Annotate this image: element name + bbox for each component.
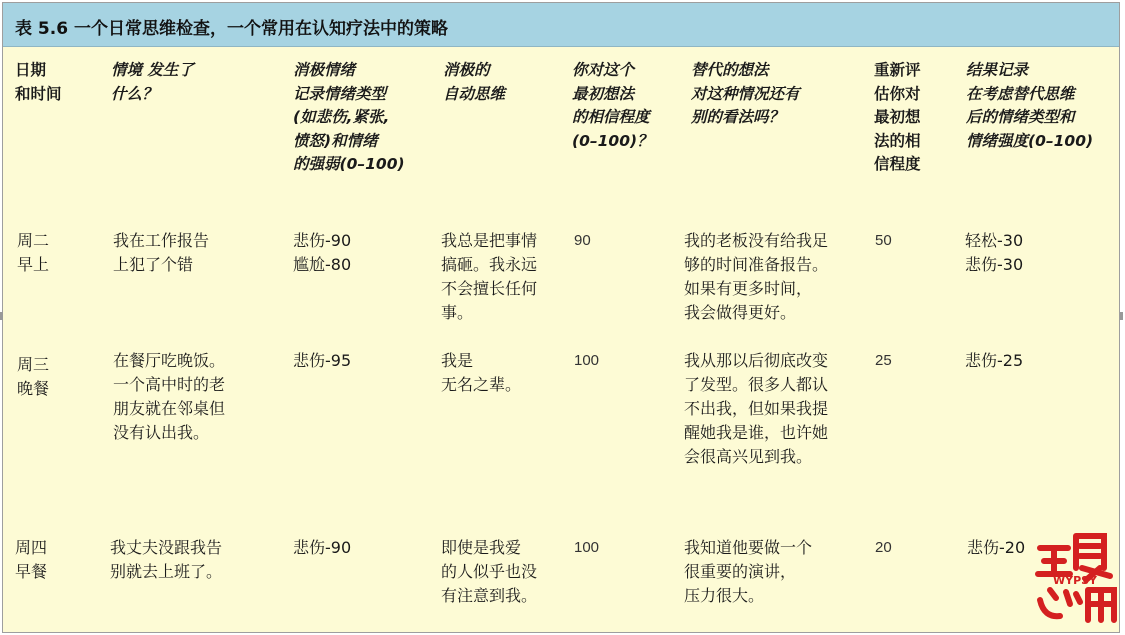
header-alternative-thought: 替代的想法 对这种情况还有 别的看法吗？ bbox=[691, 61, 800, 126]
watermark-text: WYPSY bbox=[1052, 574, 1098, 587]
row3-rebelief: 20 bbox=[875, 539, 892, 556]
row2-emotion: 悲伤-95 bbox=[293, 351, 352, 370]
table-title: 表 5.6 一个日常思维检查，一个常用在认知疗法中的策略 bbox=[15, 19, 448, 39]
header-datetime: 日期 和时间 bbox=[15, 61, 62, 103]
row1-alternative: 我的老板没有给我足 够的时间准备报告。 如果有更多时间， 我会做得更好。 bbox=[684, 231, 829, 322]
header-negative-emotion: 消极情绪 记录情绪类型 (如悲伤,紧张, 愤怒)和情绪 的强弱(0–100) bbox=[293, 61, 405, 173]
header-belief-rating: 你对这个 最初想法 的相信程度 (0–100)？ bbox=[572, 61, 653, 150]
row3-alternative: 我知道他要做一个 很重要的演讲， 压力很大。 bbox=[684, 538, 813, 605]
header-situation: 情境 发生了 什么？ bbox=[111, 61, 194, 103]
row3-result: 悲伤-20 bbox=[967, 538, 1026, 557]
row2-situation: 在餐厅吃晚饭。 一个高中时的老 朋友就在邻桌但 没有认出我。 bbox=[113, 351, 226, 442]
header-rerate-belief: 重新评 估你对 最初想 法的相 信程度 bbox=[874, 61, 921, 173]
row3-situation: 我丈夫没跟我告 别就去上班了。 bbox=[110, 538, 223, 581]
row2-alternative: 我从那以后彻底改变 了发型。很多人都认 不出我，但如果我提 醒她我是谁，也许她 会很高兴见到我。 bbox=[684, 351, 829, 466]
row1-datetime: 周二 早上 bbox=[17, 231, 50, 274]
row2-result: 悲伤-25 bbox=[965, 351, 1024, 370]
row3-emotion: 悲伤-90 bbox=[293, 538, 352, 557]
row1-thought: 我总是把事情 搞砸。我永远 不会擅长任何 事。 bbox=[441, 231, 538, 322]
row2-datetime: 周三 晚餐 bbox=[17, 355, 50, 398]
table-frame bbox=[2, 2, 1120, 633]
row1-situation: 我在工作报告 上犯了个错 bbox=[113, 231, 210, 274]
row1-result: 轻松-30 悲伤-30 bbox=[965, 231, 1024, 274]
row2-thought: 我是 无名之辈。 bbox=[441, 351, 522, 394]
row3-thought: 即使是我爱 的人似乎也没 有注意到我。 bbox=[441, 538, 538, 605]
left-edge-mark bbox=[0, 312, 3, 320]
right-edge-mark bbox=[1120, 312, 1123, 320]
row1-belief: 90 bbox=[574, 232, 591, 249]
row3-belief: 100 bbox=[574, 539, 600, 556]
row2-belief: 100 bbox=[574, 352, 600, 369]
title-bar bbox=[3, 3, 1119, 47]
watermark-seal-icon bbox=[1030, 528, 1120, 628]
row2-rebelief: 25 bbox=[875, 352, 892, 369]
header-outcome: 结果记录 在考虑替代思维 后的情绪类型和 情绪强度(0–100) bbox=[966, 61, 1094, 150]
row3-datetime: 周四 早餐 bbox=[15, 538, 48, 581]
row1-rebelief: 50 bbox=[875, 232, 892, 249]
row1-emotion: 悲伤-90 尴尬-80 bbox=[293, 231, 352, 274]
header-automatic-thought: 消极的 自动思维 bbox=[443, 61, 506, 103]
